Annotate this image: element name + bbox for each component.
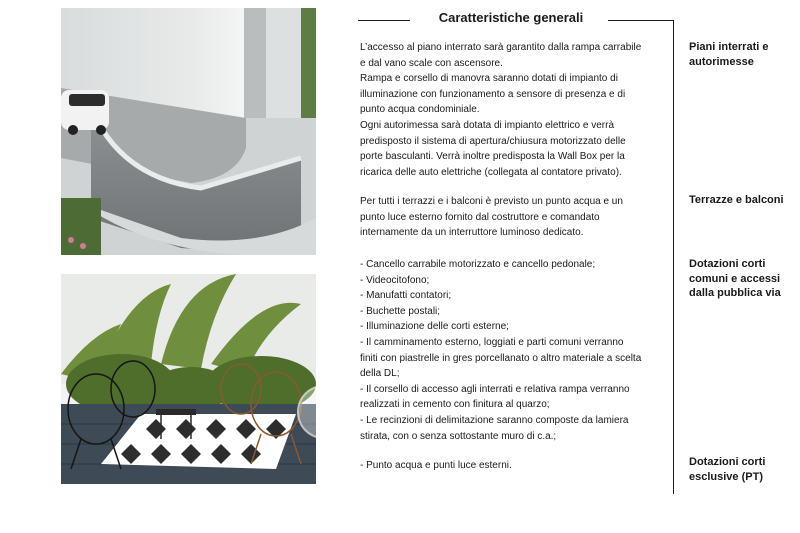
- label-common-courts: Dotazioni corti comuni e accessi dalla pubblica via: [689, 258, 781, 299]
- garage-ramp-photo: [61, 8, 316, 255]
- text-line: Per tutti i terrazzi e i balconi è previsto un punto acqua e un: [360, 196, 623, 207]
- section-garages-text: [360, 40, 666, 180]
- section-header: [358, 10, 674, 30]
- text-line: illuminazione con funzionamento a sensore di presenza e di: [360, 88, 626, 100]
- text-line: - Il corsello di accesso agli interrati e relativa rampa verranno: [360, 383, 630, 395]
- text-line: L’accesso al piano interrato sarà garantito dalla rampa carrabile: [360, 42, 642, 53]
- text-line: della DL;: [360, 368, 400, 380]
- section-common-courts-text: [360, 257, 666, 444]
- text-line: Rampa e corsello di manovra saranno dotati di impianto di: [360, 73, 618, 85]
- section-private-courts-text: [360, 458, 666, 474]
- text-line: - Il camminamento esterno, loggiati e parti comuni verranno: [360, 336, 624, 348]
- text-line: internamente da un interruttore luminoso dedicato.: [360, 227, 584, 239]
- text-line: porte basculanti. Verrà inoltre predisposta la Wall Box per la: [360, 151, 625, 163]
- text-line: ricarica delle auto elettriche (collegata al contatore privato).: [360, 166, 622, 178]
- terrace-patio-photo: [61, 274, 316, 484]
- label-terraces: Terrazze e balconi: [689, 194, 784, 206]
- text-line: realizzati in cemento con finitura al quarzo;: [360, 399, 550, 411]
- garage-ramp-render-icon: [61, 8, 316, 255]
- text-line: - Punto acqua e punti luce esterni.: [360, 460, 512, 471]
- text-line: stirata, con o senza sottostante muro di c.a.;: [360, 430, 557, 442]
- page-title: Caratteristiche generali: [438, 10, 584, 25]
- title-rule-right: [608, 20, 674, 21]
- text-line: predisposto il sistema di apertura/chiusura motorizzato delle: [360, 135, 626, 147]
- text-line: punto luce esterno fornito dal costruttore e comandato: [360, 211, 600, 223]
- text-line: - Le recinzioni di delimitazione saranno composte da lamiera: [360, 414, 629, 426]
- label-private-courts: Dotazioni corti esclusive (PT): [689, 456, 766, 483]
- section-terraces-text: [360, 194, 666, 241]
- text-line: - Illuminazione delle corti esterne;: [360, 321, 509, 333]
- text-line: - Buchette postali;: [360, 305, 441, 317]
- column-divider: [673, 20, 674, 494]
- text-line: finiti con piastrelle in gres porcellanato o altro materiale a scelta: [360, 352, 642, 364]
- text-line: Ogni autorimessa sarà dotata di impianto elettrico e verrà: [360, 119, 615, 131]
- text-line: - Videocitofono;: [360, 274, 430, 286]
- text-line: punto acqua condominiale.: [360, 104, 480, 116]
- title-rule-left: [358, 20, 410, 21]
- text-line: - Manufatti contatori;: [360, 290, 452, 302]
- text-line: e dal vano scale con ascensore.: [360, 57, 503, 69]
- text-line: - Cancello carrabile motorizzato e cancello pedonale;: [360, 259, 596, 270]
- terrace-patio-render-icon: [61, 274, 316, 484]
- label-garages: Piani interrati e autorimesse: [689, 41, 769, 68]
